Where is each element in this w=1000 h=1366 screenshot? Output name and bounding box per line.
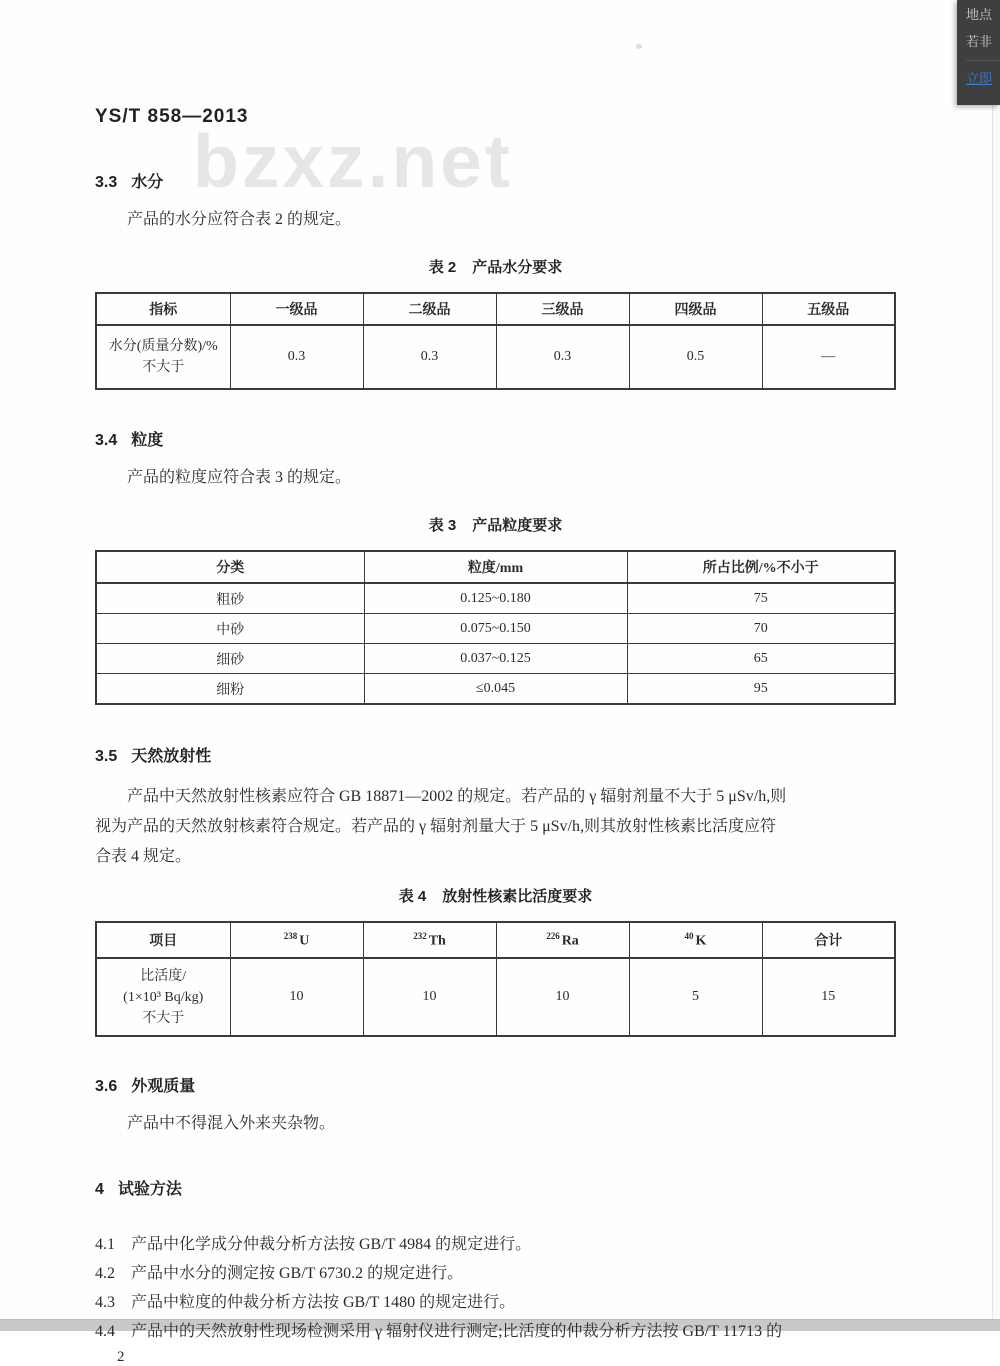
section-number: 3.5 <box>95 748 118 765</box>
value-cell: 10 <box>363 958 496 1036</box>
row-label-line: 水分(质量分数)/% <box>108 339 218 354</box>
row-label-cell <box>96 958 230 1036</box>
paragraph-line: 视为产品的天然放射核素符合规定。若产品的 γ 辐射剂量大于 5 μSv/h,则其放射性核素比活度应符 <box>95 818 776 835</box>
table-header-cell: 二级品 <box>363 293 496 325</box>
row-label-line: 不大于 <box>142 1010 185 1026</box>
item-text: 产品中粒度的仲裁分析方法按 GB/T 1480 的规定进行。 <box>131 1294 516 1311</box>
document-content <box>0 106 1000 1366</box>
section-number: 4 <box>95 1181 104 1198</box>
table-row <box>96 674 895 705</box>
item-text: 产品中水分的测定按 GB/T 6730.2 的规定进行。 <box>131 1265 464 1282</box>
size-cell: 0.075~0.150 <box>364 614 627 644</box>
page-number: 2 <box>117 1349 125 1365</box>
table-header-cell: 项目 <box>96 922 230 958</box>
table-header-cell: 四级品 <box>629 293 762 325</box>
section-heading-3-6 <box>95 1073 896 1096</box>
overlay-divider <box>966 60 1000 61</box>
paragraph-line: 合表 4 规定。 <box>95 848 192 865</box>
method-item-4-4 <box>95 1317 896 1346</box>
proportion-cell: 75 <box>627 583 895 614</box>
table-4-title-number: 表 4 <box>398 888 427 905</box>
size-cell: ≤0.045 <box>364 674 627 705</box>
mass-number: 226 <box>546 930 560 941</box>
size-cell: 0.125~0.180 <box>364 583 627 614</box>
item-number: 4.1 <box>95 1236 115 1253</box>
section-heading-4 <box>95 1176 896 1199</box>
table-4-title <box>95 885 896 906</box>
item-number: 4.3 <box>95 1294 115 1311</box>
section-3-6-paragraph: 产品中不得混入外来夹杂物。 <box>127 1115 336 1132</box>
item-number: 4.2 <box>95 1265 115 1282</box>
section-number: 3.6 <box>95 1078 118 1095</box>
table-2-moisture-requirements <box>95 292 896 390</box>
table-header-cell: 一级品 <box>230 293 363 325</box>
watermark-text: bzxz.net <box>193 119 513 203</box>
category-cell: 细粉 <box>96 674 364 705</box>
proportion-cell: 70 <box>627 614 895 644</box>
section-label: 粒度 <box>131 432 164 449</box>
table-row <box>96 583 895 614</box>
item-text: 产品中化学成分仲裁分析方法按 GB/T 4984 的规定进行。 <box>131 1236 532 1253</box>
table-header-cell: 指标 <box>96 293 230 325</box>
section-heading-3-4 <box>95 427 896 450</box>
section-heading-3-5 <box>95 743 896 766</box>
method-item-4-1 <box>95 1230 896 1259</box>
table-header-cell: 五级品 <box>762 293 895 325</box>
item-number: 4.4 <box>95 1323 115 1340</box>
table-2-title-text: 产品水分要求 <box>472 259 563 276</box>
element-symbol: Th <box>428 933 446 949</box>
value-cell: 0.3 <box>496 325 629 389</box>
section-number: 3.3 <box>95 174 118 191</box>
mass-number: 40 <box>684 930 694 941</box>
table-3-title-number: 表 3 <box>428 517 457 534</box>
table-row <box>96 644 895 674</box>
value-cell: 0.3 <box>363 325 496 389</box>
item-text: 产品中的天然放射性现场检测采用 γ 辐射仪进行测定;比活度的仲裁分析方法按 GB/T 11713 的 <box>131 1323 783 1340</box>
nuclide-header-cell <box>629 922 762 958</box>
method-item-4-2 <box>95 1259 896 1288</box>
table-row <box>96 551 895 583</box>
section-label: 试验方法 <box>117 1181 182 1198</box>
table-4-title-text: 放射性核素比活度要求 <box>442 888 593 905</box>
value-cell: 0.3 <box>230 325 363 389</box>
nuclide-header-cell <box>496 922 629 958</box>
section-3-4-paragraph: 产品的粒度应符合表 3 的规定。 <box>127 469 352 486</box>
table-header-cell: 分类 <box>96 551 364 583</box>
table-3-title <box>95 514 896 535</box>
table-2-title-number: 表 2 <box>428 259 457 276</box>
element-symbol: U <box>299 933 310 949</box>
table-2-title <box>95 256 896 277</box>
table-header-cell: 所占比例/%不小于 <box>627 551 895 583</box>
value-cell: 15 <box>762 958 895 1036</box>
value-cell: 10 <box>230 958 363 1036</box>
row-label-line: 不大于 <box>142 360 185 375</box>
table-header-cell: 粒度/mm <box>364 551 627 583</box>
standard-number-header: YS/T 858—2013 <box>95 106 249 127</box>
category-cell: 细砂 <box>96 644 364 674</box>
mass-number: 232 <box>413 930 427 941</box>
table-row <box>96 293 895 325</box>
browser-overlay-panel <box>957 0 1000 105</box>
table-row <box>96 922 895 958</box>
nuclide-header-cell <box>363 922 496 958</box>
table-header-cell: 合计 <box>762 922 895 958</box>
section-heading-3-3 <box>95 169 896 192</box>
table-4-radionuclide-activity-requirements <box>95 921 896 1037</box>
section-label: 外观质量 <box>131 1078 196 1095</box>
proportion-cell: 65 <box>627 644 895 674</box>
value-cell: 5 <box>629 958 762 1036</box>
row-label-line: (1×10³ Bq/kg) <box>123 989 204 1005</box>
nuclide-header-cell <box>230 922 363 958</box>
section-3-5-paragraph <box>95 782 896 872</box>
value-cell: 10 <box>496 958 629 1036</box>
overlay-text-line: 地点 <box>966 7 993 22</box>
value-cell: — <box>762 325 895 389</box>
row-label-cell <box>96 325 230 389</box>
value-cell: 0.5 <box>629 325 762 389</box>
table-3-title-text: 产品粒度要求 <box>472 517 563 534</box>
method-item-4-3 <box>95 1288 896 1317</box>
section-number: 3.4 <box>95 432 118 449</box>
category-cell: 粗砂 <box>96 583 364 614</box>
element-symbol: K <box>695 933 707 949</box>
table-row <box>96 325 895 389</box>
overlay-text-line: 若非 <box>966 34 993 49</box>
table-row <box>96 614 895 644</box>
scan-artifact-dot <box>636 44 642 49</box>
table-3-particle-size-requirements <box>95 550 896 705</box>
paragraph-line: 产品中天然放射性核素应符合 GB 18871—2002 的规定。若产品的 γ 辐射剂量不大于 5 μSv/h,则 <box>127 788 787 805</box>
section-label: 水分 <box>131 174 164 191</box>
category-cell: 中砂 <box>96 614 364 644</box>
row-label-line: 比活度/ <box>140 968 187 984</box>
proportion-cell: 95 <box>627 674 895 705</box>
table-row <box>96 958 895 1036</box>
mass-number: 238 <box>283 930 298 941</box>
size-cell: 0.037~0.125 <box>364 644 627 674</box>
test-method-items <box>95 1230 896 1346</box>
table-header-cell: 三级品 <box>496 293 629 325</box>
section-label: 天然放射性 <box>131 748 212 765</box>
element-symbol: Ra <box>561 933 579 949</box>
section-3-3-paragraph: 产品的水分应符合表 2 的规定。 <box>127 211 352 228</box>
overlay-action-link[interactable]: 立即 <box>966 71 993 86</box>
